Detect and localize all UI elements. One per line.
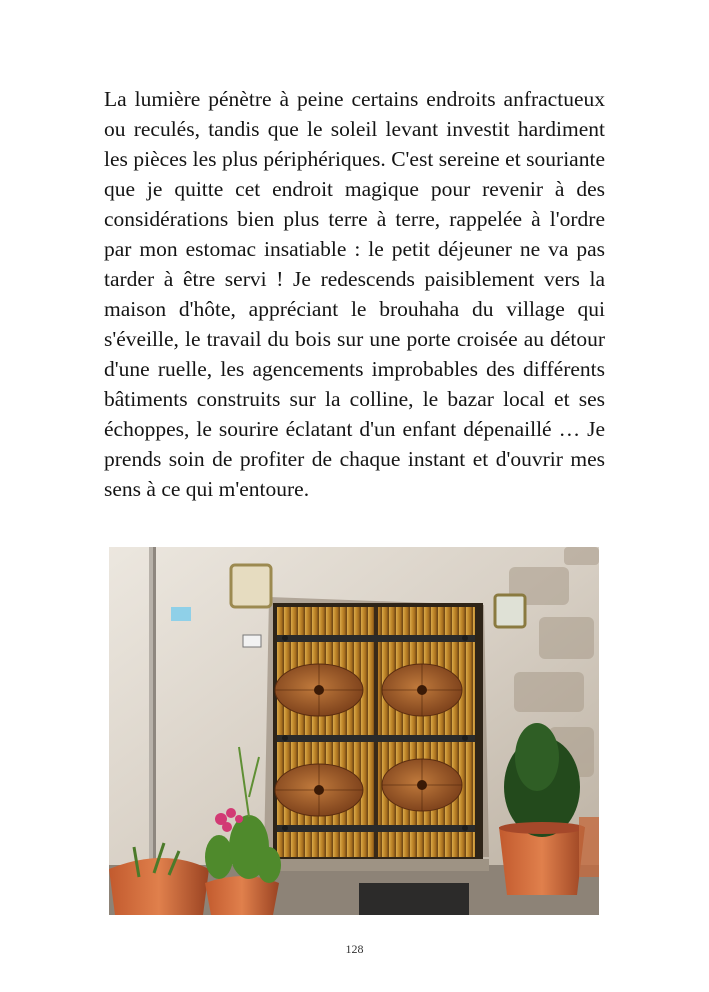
photo-carved-wooden-door bbox=[109, 547, 599, 915]
page-number: 128 bbox=[345, 942, 364, 956]
body-paragraph: La lumière pénètre à peine certains endroits anfractueux ou reculés, tandis que le soleil levant investit hardiment les pièces les plus périphériques. C'est sereine et souriante que je quitte cet endroit magique pour revenir à des considérations bien plus terre à terre, rappelée à l'ordre par mon estomac insatiable : le petit déjeuner ne va pas tarder à être servi ! Je redescends paisiblement vers la maison d'hôte, appréciant le brouhaha du village qui s'éveille, le travail du bois sur une porte croisée au détour d'une ruelle, les agencements improbables des différents bâtiments construits sur la colline, le bazar local et ses échoppes, le sourire éclatant d'un enfant dépenaillé … Je prends soin de profiter de chaque instant et d'ouvrir mes sens à ce qui m'entoure. bbox=[104, 87, 605, 501]
